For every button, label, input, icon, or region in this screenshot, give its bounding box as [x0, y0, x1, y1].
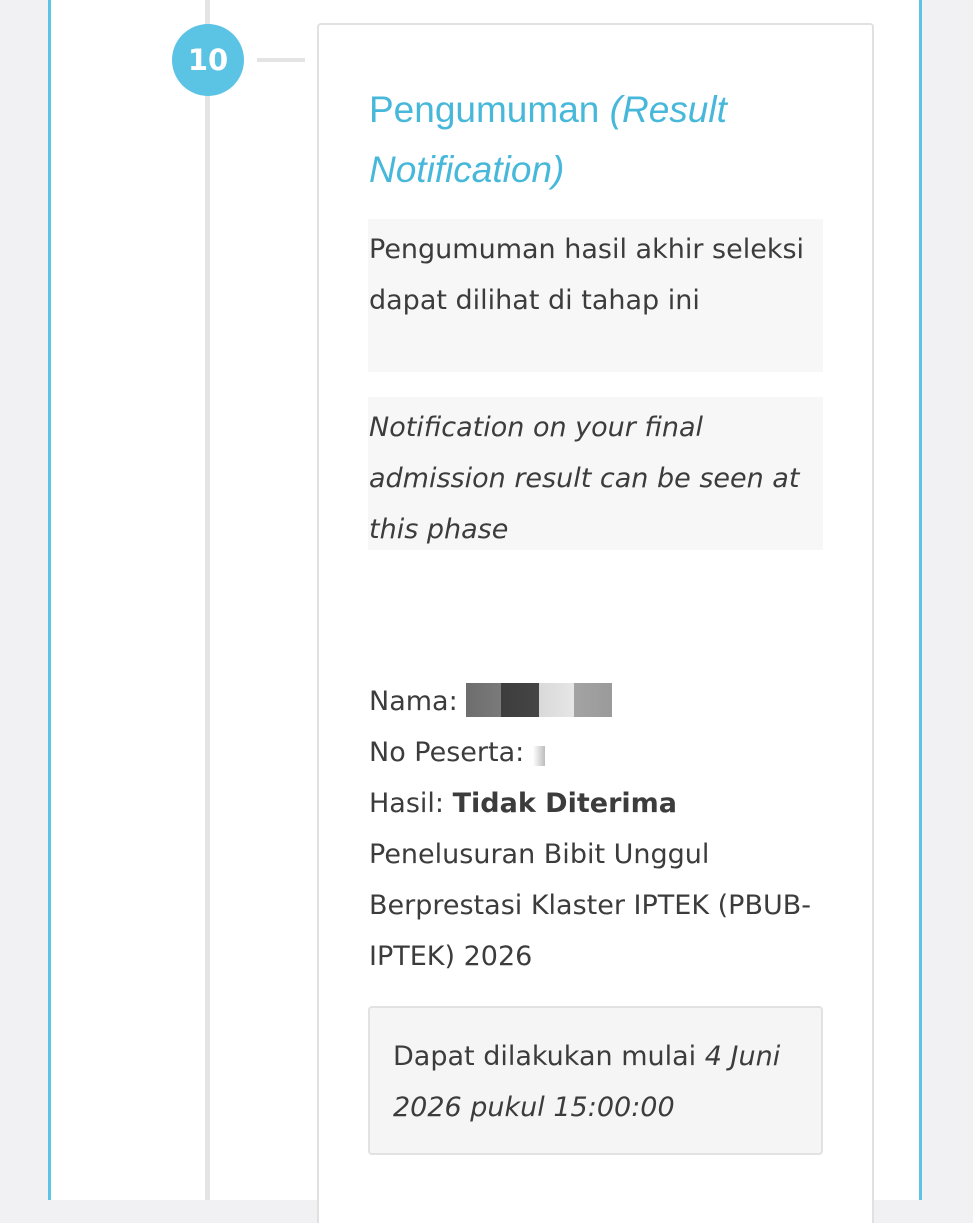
step-number-badge: 10 [172, 24, 244, 96]
step-title-id: Pengumuman [369, 89, 600, 130]
result-status: Tidak Diterima [452, 788, 677, 819]
name-row [369, 676, 824, 727]
participant-number-label: No Peserta: [369, 737, 525, 768]
description-indonesian: Pengumuman hasil akhir seleksi dapat dilihat di tahap ini [368, 219, 823, 372]
schedule-label: Dapat dilakukan mulai [393, 1041, 697, 1072]
name-label: Nama: [369, 686, 458, 717]
description-english: Notification on your final admission result can be seen at this phase [368, 397, 823, 550]
schedule-notice [368, 1006, 823, 1155]
timeline-line [205, 0, 210, 1200]
result-label: Hasil: [369, 788, 445, 819]
step-title [369, 80, 819, 200]
participant-number-row [369, 727, 824, 778]
redacted-participant-number [533, 746, 545, 766]
result-row [369, 778, 824, 829]
timeline-connector [257, 58, 305, 62]
result-info [369, 676, 824, 982]
step-title-en: (Result Notification) [369, 89, 727, 190]
redacted-name [466, 683, 612, 717]
program-name: Penelusuran Bibit Unggul Berprestasi Klaster IPTEK (PBUB-IPTEK) 2026 [369, 839, 811, 972]
schedule-datetime: 4 Juni 2026 pukul 15:00:00 [393, 1041, 781, 1123]
